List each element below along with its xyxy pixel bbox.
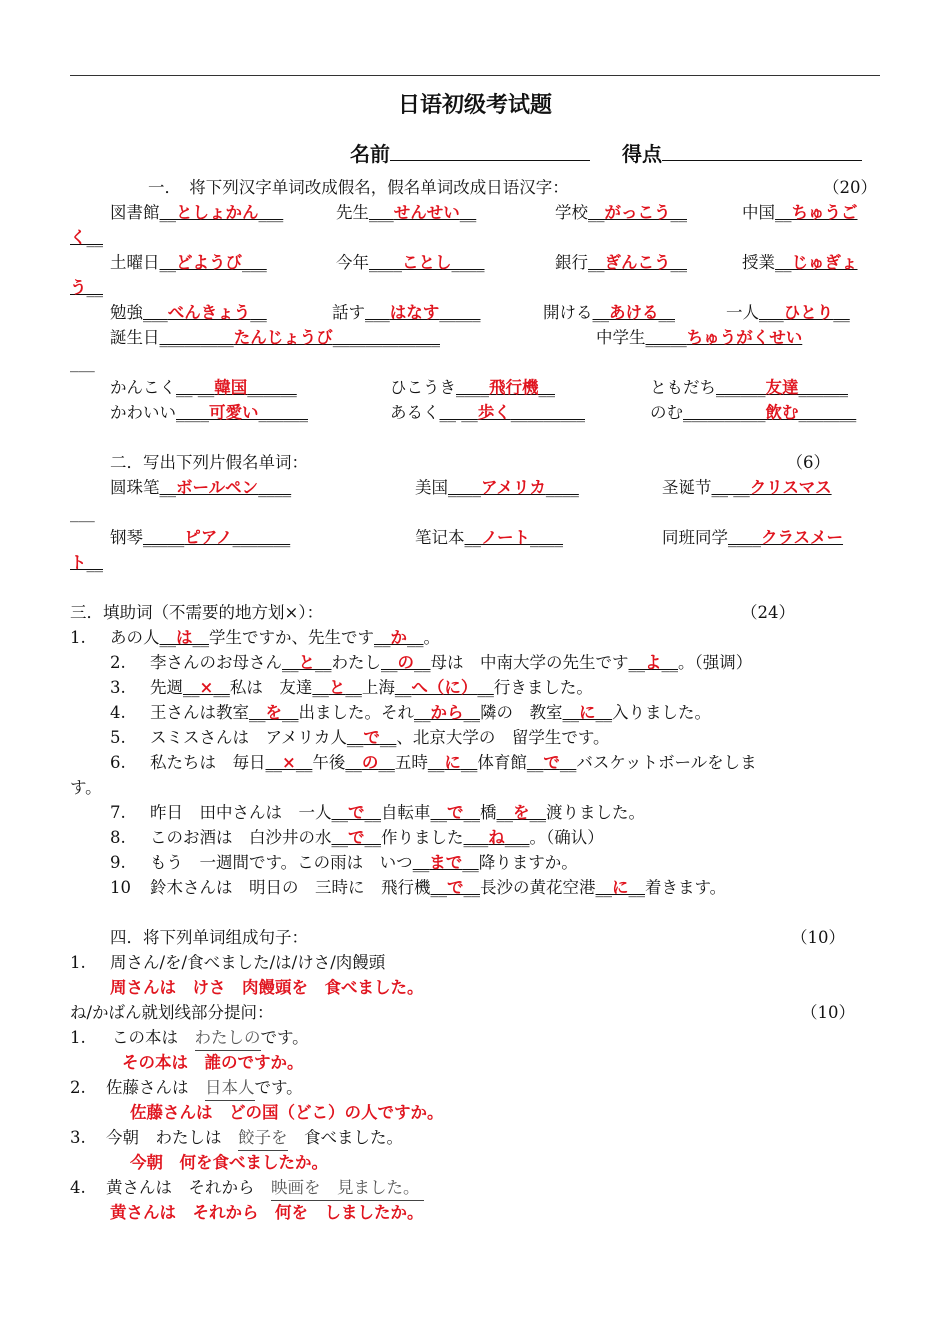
item-number: 4. [110, 703, 126, 722]
name-label: 名前 [350, 142, 390, 166]
s5-answer-line [70, 1150, 885, 1175]
q: 銀行 [555, 253, 588, 272]
s5-answer-line [70, 1200, 885, 1225]
q: 先生 [336, 203, 369, 222]
answer: と [328, 678, 346, 697]
s2-heading-line [70, 450, 885, 475]
s3-line: 3. 先週__×__私は 友達__と__上海__へ（に）__行きました。 [70, 675, 885, 700]
answer: ボールペン [176, 478, 259, 497]
answer: で [447, 878, 464, 897]
answer: じゅぎょ [791, 253, 858, 272]
item-number: 1. [70, 628, 86, 647]
answer: に [444, 753, 461, 772]
answer: く [70, 228, 87, 247]
s3-line: 6. 私たちは 毎日__×__午後__の__五時__に__体育館__で__バスケットボールをしま [70, 750, 885, 775]
s5-answer-line [70, 1050, 885, 1075]
answer: としょかん [176, 203, 259, 222]
s1-row-wrap: く__ [70, 228, 103, 247]
top-rule [70, 75, 880, 76]
answer: で [348, 803, 365, 822]
item-number: 7. [110, 803, 126, 822]
item-number: 1. [70, 953, 86, 972]
answer: ノート [481, 528, 531, 547]
s2-row: 钢琴_____ピアノ_______ 笔记本__ノート____ 同班同学____クラスメー [110, 528, 844, 547]
q: あるく [390, 403, 440, 422]
answer: 友達 [765, 378, 799, 397]
q: 図書館 [110, 203, 160, 222]
q: ともだち [650, 378, 716, 397]
s3-line: 2. 李さんのお母さん__と__わたし__の__母は 中南大学の先生です__よ__。（强调） [70, 650, 885, 675]
s3-line: 7. 昨日 田中さんは 一人__で__自転車__で__橋__を__渡りました。 [70, 800, 885, 825]
s3-points: （24） [741, 603, 795, 622]
s5-points: （10） [801, 1003, 855, 1022]
s3-heading-line [70, 600, 885, 625]
answer: の [361, 753, 379, 772]
item-number: 6. [110, 753, 126, 772]
answer: ことし [402, 253, 452, 272]
answer: ぎんこう [604, 253, 671, 272]
answer: はなす [389, 303, 440, 322]
answer: ね [488, 828, 505, 847]
answer: う [70, 278, 87, 297]
score-field [622, 138, 862, 167]
answer: べんきょう [167, 303, 251, 322]
q: 圆珠笔 [110, 478, 160, 497]
q: のむ [650, 403, 683, 422]
answer: その本は 誰のですか。 [122, 1053, 304, 1072]
answer: は [176, 628, 193, 647]
underlined-part: 餃子を [238, 1125, 288, 1151]
underline-stub: ___ [70, 353, 95, 372]
answer: ひとり [783, 303, 834, 322]
answer: 飲む [765, 403, 799, 422]
item-number: 4. [70, 1178, 86, 1197]
item-number: 3. [70, 1128, 86, 1147]
answer: 周さんは けさ 肉饅頭を 食べました。 [110, 978, 424, 997]
answer: か [390, 628, 407, 647]
s3-line: 5. スミスさんは アメリカ人__で__、北京大学の 留学生です。 [70, 725, 885, 750]
item-number: 2. [110, 653, 126, 672]
s5-question: 4. 黄さんは それから 映画を 見ました。 [70, 1175, 885, 1200]
s2-heading: 二．写出下列片假名单词： [110, 453, 308, 472]
s5-question: 1. この本は わたしのです。 [70, 1025, 885, 1050]
q: 今年 [336, 253, 369, 272]
answer: 黄さんは それから 何を しましたか。 [110, 1203, 424, 1222]
q: 勉強 [110, 303, 143, 322]
q: 学校 [555, 203, 588, 222]
s5-heading: ね/かばん就划线部分提问： [70, 1003, 274, 1022]
s3-line: 10 鈴木さんは 明日の 三時に 飛行機__で__長沙の黄花空港__に__着きます。 [70, 875, 885, 900]
item-number: 9. [110, 853, 126, 872]
answer: で [363, 728, 380, 747]
underlined-part: 映画を 見ました。 [271, 1175, 424, 1201]
answer: で [543, 753, 560, 772]
s3-line: 4. 王さんは教室__を__出ました。それ__から__隣の 教室__に__入りました。 [70, 700, 885, 725]
q: 同班同学 [662, 528, 728, 547]
s3-line: 8. このお酒は 白沙井の水__で__作りました___ね___。（确认） [70, 825, 885, 850]
s4-heading-line [70, 925, 885, 950]
q: 土曜日 [110, 253, 160, 272]
score-blank [662, 141, 862, 161]
q: 圣诞节 [662, 478, 712, 497]
s1-row: 勉強___べんきょう__ 話す___はなす_____ 開ける__あける__ 一人___ひとり__ [110, 303, 850, 322]
s1-row-wrap [70, 350, 885, 375]
s2-row: 圆珠笔__ボールペン____ 美国____アメリカ____ 圣诞节__ __クリスマス [110, 478, 832, 497]
page-title: 日语初级考试题 [397, 93, 552, 118]
s2-row-wrap [70, 500, 885, 525]
q: ひこうき [390, 378, 456, 397]
answer: どようび [176, 253, 242, 272]
s5-heading-line [70, 1000, 885, 1025]
s4-question [70, 950, 885, 975]
item-number: 8. [110, 828, 126, 847]
answer: 飛行機 [489, 378, 539, 397]
answer: たんじょうび [233, 328, 333, 347]
s5-question: 2. 佐藤さんは 日本人です。 [70, 1075, 885, 1100]
answer: 韓国 [214, 378, 248, 397]
answer: 今朝 何を食べましたか。 [130, 1153, 328, 1172]
answer: あける [609, 303, 659, 322]
answer: と [298, 653, 315, 672]
q: 中国 [742, 203, 775, 222]
s4-points: （10） [791, 928, 845, 947]
s3-line-wrap: す。 [70, 778, 102, 797]
q: かわいい [110, 403, 176, 422]
s3-line: 9. もう 一週間です。この雨は いつ__まで__降りますか。 [70, 850, 885, 875]
q: 誕生日 [110, 328, 160, 347]
item-number: 1. [70, 1028, 86, 1047]
answer: から [430, 703, 464, 722]
q: 钢琴 [110, 528, 143, 547]
answer: ちゅうがくせい [686, 328, 803, 347]
s1-row: 誕生日_________たんじょうび_____________ 中学生_____ちゅうがくせい [110, 328, 803, 347]
answer: で [447, 803, 464, 822]
answer: がっこう [604, 203, 671, 222]
answer: アメリカ [481, 478, 546, 497]
answer: まで [429, 853, 463, 872]
answer: を [265, 703, 282, 722]
name-blank [390, 141, 590, 161]
s1-heading-line [70, 175, 885, 200]
s2-points: （6） [786, 453, 830, 472]
q: 笔记本 [415, 528, 465, 547]
s4-answer-line [70, 975, 885, 1000]
answer: へ（に） [411, 678, 478, 697]
q: 中学生 [596, 328, 646, 347]
s5-answer-line [70, 1100, 885, 1125]
item-number: 5. [110, 728, 126, 747]
q: 開ける [543, 303, 593, 322]
answer: を [513, 803, 530, 822]
answer: ちゅうご [791, 203, 858, 222]
q: 一人 [726, 303, 759, 322]
s1-row: 土曜日__どようび___ 今年____ことし____ 銀行__ぎんこう__ 授業__じゅぎょ [110, 253, 858, 272]
answer: クリスマス [749, 478, 832, 497]
name-field [350, 138, 590, 167]
underlined-part: 日本人 [205, 1075, 255, 1101]
answer: 可愛い [209, 403, 259, 422]
item-number: 3. [110, 678, 126, 697]
item-number: 10 [110, 878, 131, 897]
answer: 歩く [477, 403, 511, 422]
q: 話す [332, 303, 365, 322]
s4-words: 周さん/を/食べました/は/けさ/肉饅頭 [110, 953, 386, 972]
q: 授業 [742, 253, 775, 272]
answer: × [199, 678, 214, 697]
answer: よ [645, 653, 662, 672]
answer: クラスメー [761, 528, 844, 547]
s4-heading: 四．将下列单词组成句子： [110, 928, 308, 947]
s1-row: 図書館__としょかん___ 先生___せんせい__ 学校__がっこう__ 中国__ちゅうご [110, 203, 858, 222]
answer: 佐藤さんは どの国（どこ）の人ですか。 [130, 1103, 444, 1122]
item-number: 2. [70, 1078, 86, 1097]
answer: で [348, 828, 365, 847]
s1-row-wrap: う__ [70, 278, 103, 297]
s1-points: （20） [823, 178, 877, 197]
score-label: 得点 [622, 142, 662, 166]
answer: に [579, 703, 596, 722]
s3-line: 1. あの人__は__学生ですか、先生です__か__。 [70, 625, 885, 650]
underline-stub: ___ [70, 503, 95, 522]
answer: の [397, 653, 414, 672]
answer: ピアノ [184, 528, 233, 547]
q: かんこく [110, 378, 176, 397]
s5-question: 3. 今朝 わたしは 餃子を 食べました。 [70, 1125, 885, 1150]
s3-heading: 三．填助词（不需要的地方划×）： [70, 603, 324, 622]
answer: せんせい [393, 203, 460, 222]
s1-heading: 一． 将下列汉字单词改成假名，假名单词改成日语汉字： [148, 178, 569, 197]
answer: × [282, 753, 296, 772]
underlined-part: わたしの [195, 1025, 261, 1051]
q: 美国 [415, 478, 448, 497]
s1-row: かわいい____可愛い______ あるく__ __歩く_________ のむ__________飲む_______ [110, 403, 857, 422]
s2-row-wrap: ト__ [70, 553, 103, 572]
answer: に [612, 878, 629, 897]
answer: ト [70, 553, 87, 572]
s1-row: かんこく__ __韓国______ ひこうき____飛行機__ ともだち______友達______ [110, 378, 848, 397]
